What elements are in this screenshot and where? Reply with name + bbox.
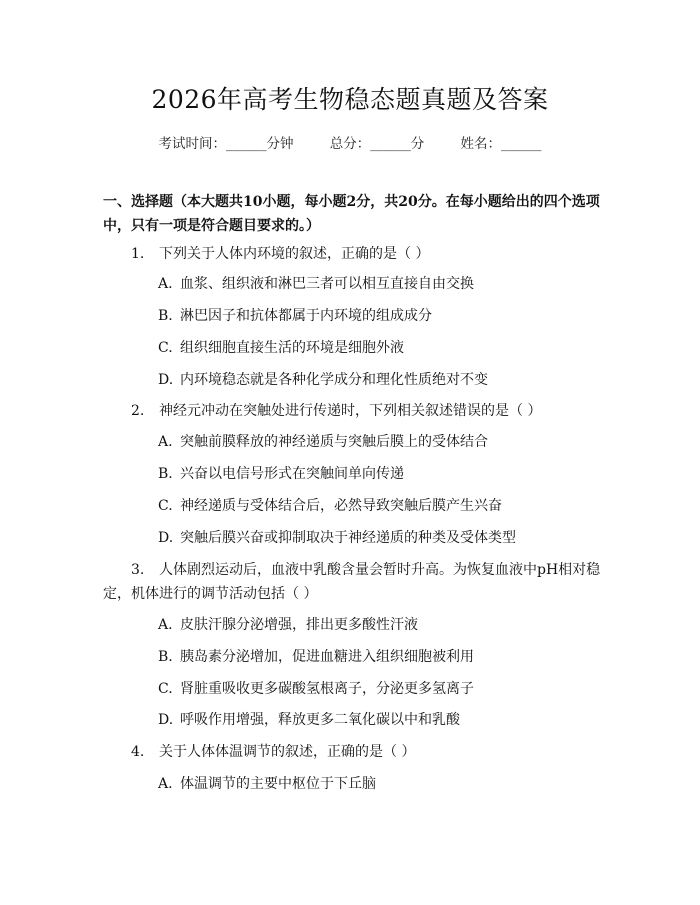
question-4 (131, 741, 415, 763)
option-letter: C. (158, 681, 173, 697)
total-score-field: 总分：______分 (329, 136, 425, 152)
question-number: 2. (131, 403, 145, 419)
option-letter: B. (158, 308, 173, 324)
question-number: 4. (131, 744, 145, 760)
option-text: 组织细胞直接生活的环境是细胞外液 (180, 340, 404, 356)
option-text: 呼吸作用增强，释放更多二氧化碳以中和乳酸 (180, 712, 460, 728)
question-text: 神经元冲动在突触处进行传递时，下列相关叙述错误的是（ ） (159, 403, 542, 419)
option-letter: D. (158, 712, 174, 728)
option-1d (158, 369, 488, 391)
question-number: 3. (131, 562, 145, 578)
option-text: 体温调节的主要中枢位于下丘脑 (180, 776, 376, 792)
option-text: 肾脏重吸收更多碳酸氢根离子，分泌更多氢离子 (180, 681, 474, 697)
option-1a (158, 273, 474, 295)
option-2d (158, 527, 516, 549)
option-1b (158, 305, 432, 327)
option-letter: C. (158, 498, 173, 514)
option-letter: D. (158, 530, 174, 546)
option-text: 突触前膜释放的神经递质与突触后膜上的受体结合 (180, 434, 488, 450)
option-letter: A. (158, 434, 173, 450)
option-letter: B. (158, 466, 173, 482)
option-1c (158, 337, 404, 359)
question-text: 下列关于人体内环境的叙述，正确的是（ ） (159, 246, 430, 262)
option-letter: B. (158, 649, 173, 665)
question-text: 人体剧烈运动后，血液中乳酸含量会暂时升高。为恢复血液中pH相对稳定，机体进行的调节活动包括（ ） (103, 562, 601, 602)
option-letter: A. (158, 776, 173, 792)
option-3d (158, 709, 460, 731)
option-letter: A. (158, 617, 173, 633)
option-2c (158, 495, 502, 517)
option-text: 兴奋以电信号形式在突触间单向传递 (180, 466, 404, 482)
option-letter: C. (158, 340, 173, 356)
question-2 (131, 400, 541, 422)
exam-info-line (0, 132, 700, 152)
option-2a (158, 431, 488, 453)
student-name-field: 姓名：______ (460, 136, 542, 152)
option-letter: D. (158, 372, 174, 388)
option-text: 神经递质与受体结合后，必然导致突触后膜产生兴奋 (180, 498, 502, 514)
question-text: 关于人体体温调节的叙述，正确的是（ ） (159, 744, 416, 760)
option-text: 胰岛素分泌增加，促进血糖进入组织细胞被利用 (180, 649, 474, 665)
section-header-choice: 一、选择题（本大题共10小题，每小题2分，共20分。在每小题给出的四个选项中，只有一项是符合题目要求的。） (103, 194, 600, 234)
option-text: 血浆、组织液和淋巴三者可以相互直接自由交换 (180, 276, 474, 292)
question-1 (131, 243, 429, 265)
option-text: 突触后膜兴奋或抑制取决于神经递质的种类及受体类型 (180, 530, 516, 546)
page-title: 2026年高考生物稳态题真题及答案 (151, 85, 549, 114)
exam-time-field: 考试时间：______分钟 (158, 136, 294, 152)
option-3c (158, 678, 474, 700)
option-text: 内环境稳态就是各种化学成分和理化性质绝对不变 (180, 372, 488, 388)
question-number: 1. (131, 246, 145, 262)
option-text: 淋巴因子和抗体都属于内环境的组成成分 (180, 308, 432, 324)
option-3a (158, 614, 418, 636)
option-3b (158, 646, 474, 668)
option-2b (158, 463, 404, 485)
option-4a (158, 773, 376, 795)
option-text: 皮肤汗腺分泌增强，排出更多酸性汗液 (180, 617, 418, 633)
question-3 (103, 558, 603, 606)
option-letter: A. (158, 276, 173, 292)
